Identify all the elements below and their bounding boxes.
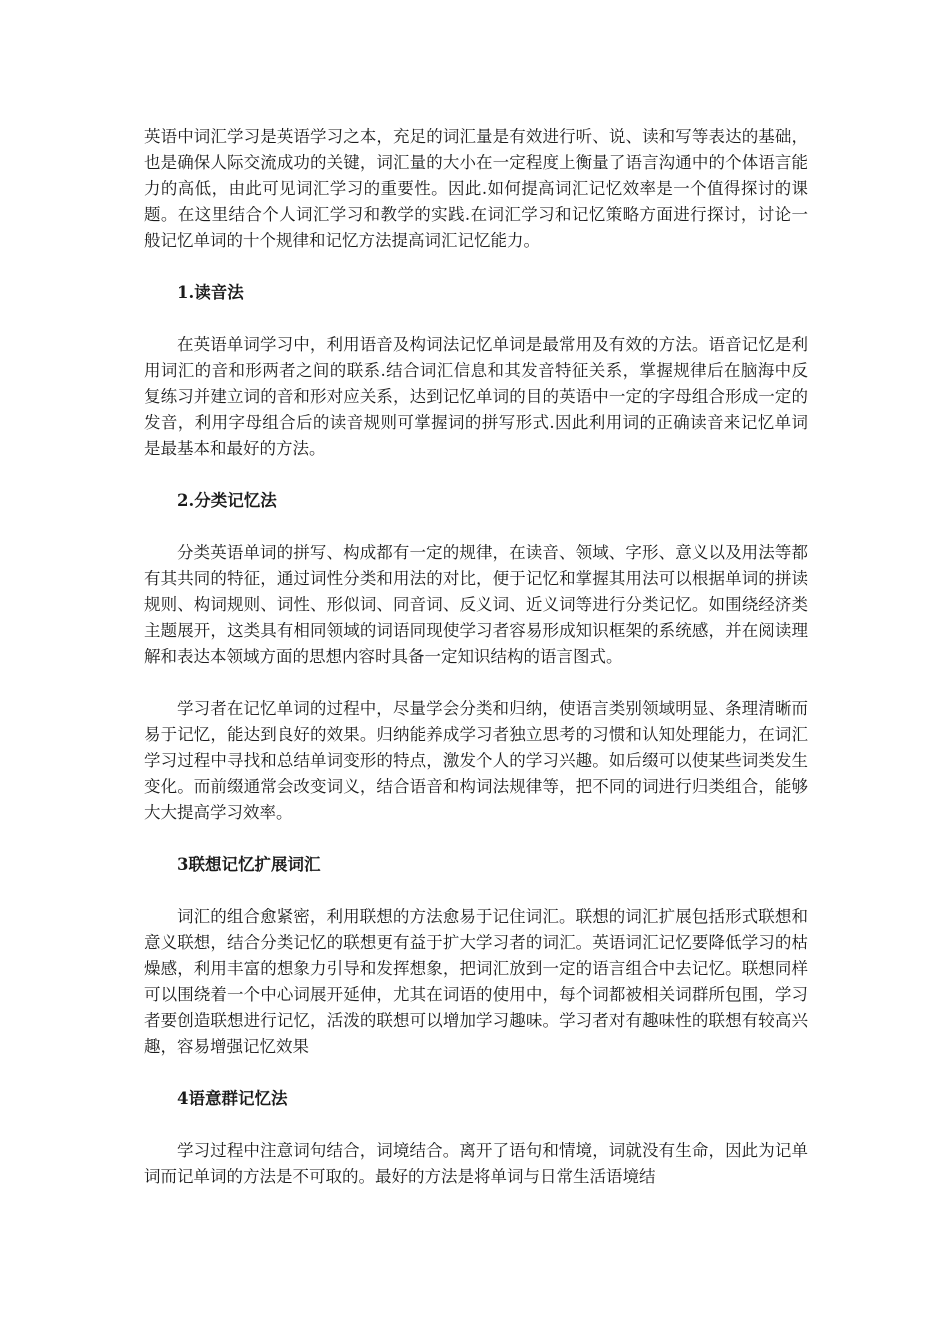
section-paragraph-classification-2: 学习者在记忆单词的过程中，尽量学会分类和归纳，使语言类别领域明显、条理清晰而易于记忆，能达到良好的效果。归纳能养成学习者独立思考的习惯和认知处理能力，在词汇学习过程中寻找和总结单词变形的特点，激发个人的学习兴趣。如后缀可以使某些词类发生变化。而前缀通常会改变词义，结合语音和构词法规律等，把不同的词进行归类组合，能够大大提高学习效率。 [144, 699, 808, 822]
section-paragraph-classification-1: 分类英语单词的拼写、构成都有一定的规律，在读音、领域、字形、意义以及用法等都有其共同的特征，通过词性分类和用法的对比，便于记忆和掌握其用法可以根据单词的拼读规则、构词规则、词性、形似词、同音词、反义词、近义词等进行分类记忆。如围绕经济类主题展开，这类具有相同领域的词语同现使学习者容易形成知识框架的系统感，并在阅读理解和表达本领域方面的思想内容时具备一定知识结构的语言图式。 [144, 543, 808, 666]
section-heading-reading: 1.读音法 [177, 283, 244, 302]
section-paragraph-association: 词汇的组合愈紧密，利用联想的方法愈易于记住词汇。联想的词汇扩展包括形式联想和意义联想，结合分类记忆的联想更有益于扩大学习者的词汇。英语词汇记忆要降低学习的枯燥感，利用丰富的想象力引导和发挥想象，把词汇放到一定的语言组合中去记忆。联想同样可以围绕着一个中心词展开延伸，尤其在词语的使用中，每个词都被相关词群所包围，学习者要创造联想进行记忆，活泼的联想可以增加学习趣味。学习者对有趣味性的联想有较高兴趣，容易增强记忆效果 [144, 907, 808, 1056]
intro-paragraph: 英语中词汇学习是英语学习之本，充足的词汇量是有效进行听、说、读和写等表达的基础，也是确保人际交流成功的关键，词汇量的大小在一定程度上衡量了语言沟通中的个体语言能力的高低，由此可见词汇学习的重要性。因此.如何提高词汇记忆效率是一个值得探讨的课题。在这里结合个人词汇学习和教学的实践.在词汇学习和记忆策略方面进行探讨，讨论一般记忆单词的十个规律和记忆方法提高词汇记忆能力。 [144, 127, 808, 250]
section-heading-semantic-group: 4语意群记忆法 [177, 1089, 288, 1108]
section-paragraph-semantic-group: 学习过程中注意词句结合，词境结合。离开了语句和情境，词就没有生命，因此为记单词而记单词的方法是不可取的。最好的方法是将单词与日常生活语境结 [144, 1141, 808, 1186]
section-paragraph-reading: 在英语单词学习中，利用语音及构词法记忆单词是最常用及有效的方法。语音记忆是利用词汇的音和形两者之间的联系.结合词汇信息和其发音特征关系，掌握规律后在脑海中反复练习并建立词的音和形对应关系，达到记忆单词的目的英语中一定的字母组合形成一定的发音，利用字母组合后的读音规则可掌握词的拼写形式.因此利用词的正确读音来记忆单词是最基本和最好的方法。 [144, 335, 808, 458]
document-body [144, 124, 808, 1190]
section-heading-association: 3联想记忆扩展词汇 [177, 855, 321, 874]
section-heading-classification: 2.分类记忆法 [177, 491, 277, 510]
